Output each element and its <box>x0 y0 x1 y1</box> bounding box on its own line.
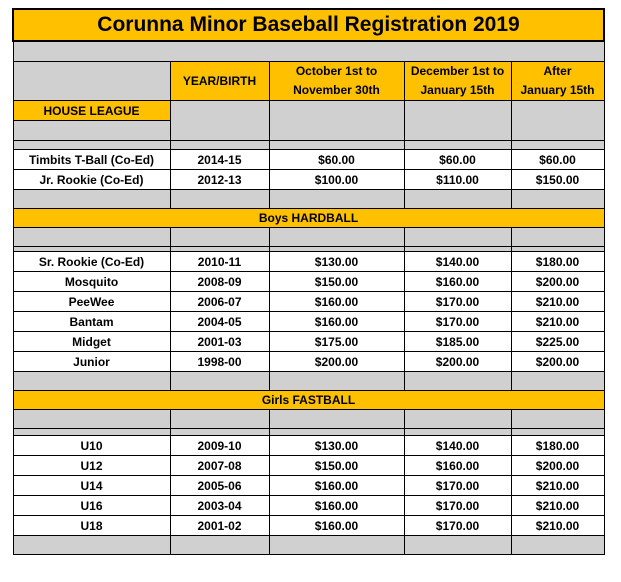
registration-sheet <box>12 8 603 555</box>
header-period-2-line1: December 1st to <box>410 64 505 78</box>
header-period-1-line1: October 1st to <box>295 64 378 78</box>
fee-period-1-cell: $160.00 <box>269 516 404 536</box>
fee-period-2-cell: $170.00 <box>404 496 511 516</box>
header-period-2 <box>404 62 511 101</box>
birth-year-cell: 2004-05 <box>170 312 269 332</box>
spacer-row <box>13 228 604 247</box>
fee-period-3-cell: $210.00 <box>511 476 604 496</box>
fee-period-2-cell: $60.00 <box>404 150 511 170</box>
table-row <box>13 170 604 190</box>
header-period-3-line2: January 15th <box>520 83 595 97</box>
division-cell: PeeWee <box>13 292 170 312</box>
division-cell: U18 <box>13 516 170 536</box>
birth-year-cell: 2010-11 <box>170 252 269 272</box>
header-period-1 <box>269 62 404 101</box>
birth-year-cell: 2001-03 <box>170 332 269 352</box>
fee-period-1-cell: $130.00 <box>269 252 404 272</box>
fee-period-3-cell: $210.00 <box>511 516 604 536</box>
birth-year-cell: 2007-08 <box>170 456 269 476</box>
fee-period-3-cell: $150.00 <box>511 170 604 190</box>
section-row <box>13 391 604 410</box>
table-row <box>13 456 604 476</box>
fee-period-2-cell: $140.00 <box>404 252 511 272</box>
fee-period-1-cell: $100.00 <box>269 170 404 190</box>
birth-year-cell: 2005-06 <box>170 476 269 496</box>
fee-period-3-cell: $200.00 <box>511 352 604 372</box>
division-cell: Mosquito <box>13 272 170 292</box>
table-row <box>13 252 604 272</box>
section-label-boys-hardball: Boys HARDBALL <box>13 209 604 228</box>
division-cell: Midget <box>13 332 170 352</box>
fee-period-2-cell: $170.00 <box>404 476 511 496</box>
birth-year-cell: 2014-15 <box>170 150 269 170</box>
table-row <box>13 292 604 312</box>
header-period-3 <box>511 62 604 101</box>
spacer-row <box>13 41 604 62</box>
fee-period-3-cell: $200.00 <box>511 456 604 476</box>
registration-table <box>12 8 605 555</box>
house-league-label-row <box>13 101 604 121</box>
header-row <box>13 62 604 101</box>
fee-period-1-cell: $160.00 <box>269 292 404 312</box>
birth-year-cell: 2008-09 <box>170 272 269 292</box>
table-row <box>13 476 604 496</box>
section-label-house-league: HOUSE LEAGUE <box>13 101 170 121</box>
spacer-row <box>13 410 604 429</box>
birth-year-cell: 2003-04 <box>170 496 269 516</box>
fee-period-2-cell: $160.00 <box>404 456 511 476</box>
birth-year-cell: 2001-02 <box>170 516 269 536</box>
fee-period-3-cell: $200.00 <box>511 272 604 292</box>
header-period-2-line2: January 15th <box>420 83 495 97</box>
fee-period-2-cell: $200.00 <box>404 352 511 372</box>
table-row <box>13 436 604 456</box>
fee-period-1-cell: $150.00 <box>269 456 404 476</box>
birth-year-cell: 1998-00 <box>170 352 269 372</box>
spacer-row <box>13 536 604 555</box>
fee-period-2-cell: $170.00 <box>404 312 511 332</box>
division-cell: U14 <box>13 476 170 496</box>
fee-period-3-cell: $210.00 <box>511 312 604 332</box>
table-row <box>13 496 604 516</box>
spacer-row <box>13 429 604 436</box>
fee-period-3-cell: $225.00 <box>511 332 604 352</box>
table-row <box>13 332 604 352</box>
division-cell: Junior <box>13 352 170 372</box>
fee-period-2-cell: $170.00 <box>404 516 511 536</box>
table-row <box>13 312 604 332</box>
section-row <box>13 209 604 228</box>
fee-period-3-cell: $180.00 <box>511 252 604 272</box>
fee-period-1-cell: $60.00 <box>269 150 404 170</box>
division-cell: Jr. Rookie (Co-Ed) <box>13 170 170 190</box>
birth-year-cell: 2012-13 <box>170 170 269 190</box>
division-cell: U12 <box>13 456 170 476</box>
table-row <box>13 352 604 372</box>
division-cell: Bantam <box>13 312 170 332</box>
fee-period-1-cell: $200.00 <box>269 352 404 372</box>
section-label-girls-fastball: Girls FASTBALL <box>13 391 604 410</box>
fee-period-1-cell: $175.00 <box>269 332 404 352</box>
fee-period-1-cell: $130.00 <box>269 436 404 456</box>
spacer-row <box>13 190 604 209</box>
fee-period-2-cell: $140.00 <box>404 436 511 456</box>
table-row <box>13 150 604 170</box>
title-row <box>13 9 604 41</box>
birth-year-cell: 2006-07 <box>170 292 269 312</box>
header-blank-cell <box>13 62 170 101</box>
fee-period-2-cell: $170.00 <box>404 292 511 312</box>
fee-period-1-cell: $160.00 <box>269 476 404 496</box>
header-period-1-line2: November 30th <box>293 83 380 97</box>
table-row <box>13 516 604 536</box>
division-cell: U10 <box>13 436 170 456</box>
table-row <box>13 272 604 292</box>
fee-period-3-cell: $60.00 <box>511 150 604 170</box>
page-title: Corunna Minor Baseball Registration 2019 <box>13 9 604 41</box>
division-cell: U16 <box>13 496 170 516</box>
fee-period-3-cell: $210.00 <box>511 496 604 516</box>
fee-period-3-cell: $210.00 <box>511 292 604 312</box>
fee-period-1-cell: $160.00 <box>269 496 404 516</box>
header-period-3-line1: After <box>543 64 572 78</box>
birth-year-cell: 2009-10 <box>170 436 269 456</box>
spacer-row <box>13 372 604 391</box>
spacer-row <box>13 141 604 150</box>
fee-period-2-cell: $110.00 <box>404 170 511 190</box>
fee-period-1-cell: $160.00 <box>269 312 404 332</box>
division-cell: Timbits T-Ball (Co-Ed) <box>13 150 170 170</box>
fee-period-3-cell: $180.00 <box>511 436 604 456</box>
fee-period-1-cell: $150.00 <box>269 272 404 292</box>
header-year: YEAR/BIRTH <box>170 62 269 101</box>
fee-period-2-cell: $185.00 <box>404 332 511 352</box>
fee-period-2-cell: $160.00 <box>404 272 511 292</box>
division-cell: Sr. Rookie (Co-Ed) <box>13 252 170 272</box>
